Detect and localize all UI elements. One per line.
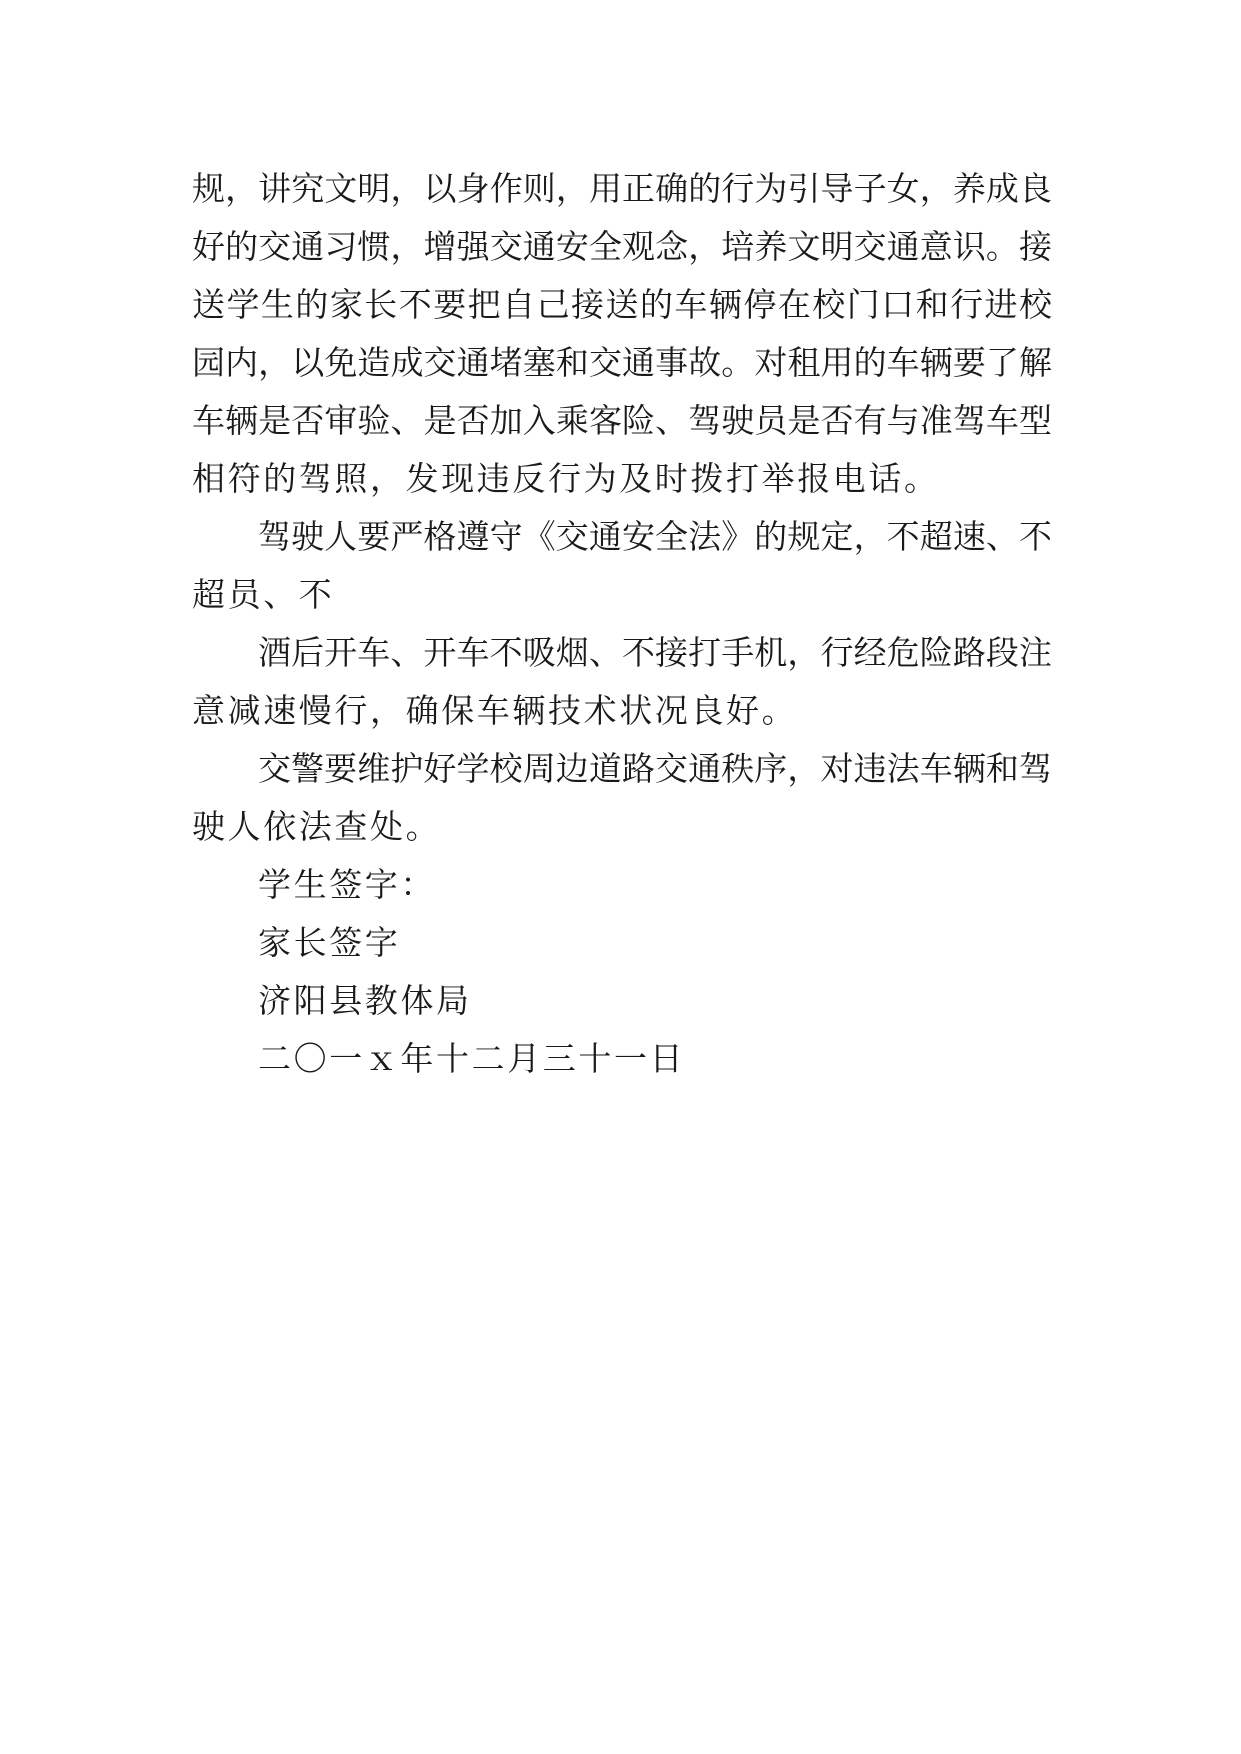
paragraph-parent-responsibility	[192, 160, 1052, 508]
text-line: 规，讲究文明，以身作则，用正确的行为引导子女，养成良	[192, 169, 1052, 208]
text-line: 园内，以免造成交通堵塞和交通事故。对租用的车辆要了解	[192, 343, 1052, 382]
paragraph-driver-rules	[192, 508, 1052, 624]
issuer-name: 济阳县教体局	[258, 981, 472, 1020]
parent-signature-label: 家长签字	[258, 923, 401, 962]
text-line: 驾驶人要严格遵守《交通安全法》的规定，不超速、不	[258, 517, 1052, 556]
text-line: 车辆是否审验、是否加入乘客险、驾驶员是否有与准驾车型	[192, 401, 1052, 440]
text-line: 好的交通习惯，增强交通安全观念，培养文明交通意识。接	[192, 227, 1052, 266]
student-signature-label: 学生签字：	[258, 865, 436, 904]
document-body	[192, 160, 1052, 1088]
text-line: 酒后开车、开车不吸烟、不接打手机，行经危险路段注	[258, 633, 1052, 672]
paragraph-traffic-police	[192, 740, 1052, 856]
text-line: 意减速慢行，确保车辆技术状况良好。	[192, 691, 798, 730]
signature-block	[192, 856, 1052, 1088]
issue-date: 二〇一ｘ年十二月三十一日	[258, 1039, 686, 1078]
paragraph-driver-rules-continued	[192, 624, 1052, 740]
text-line: 交警要维护好学校周边道路交通秩序，对违法车辆和驾	[258, 749, 1052, 788]
text-line: 相符的驾照，发现违反行为及时拨打举报电话。	[192, 459, 940, 498]
text-line: 超员、不	[192, 575, 335, 614]
text-line: 送学生的家长不要把自己接送的车辆停在校门口和行进校	[192, 285, 1052, 324]
text-line: 驶人依法查处。	[192, 807, 442, 846]
